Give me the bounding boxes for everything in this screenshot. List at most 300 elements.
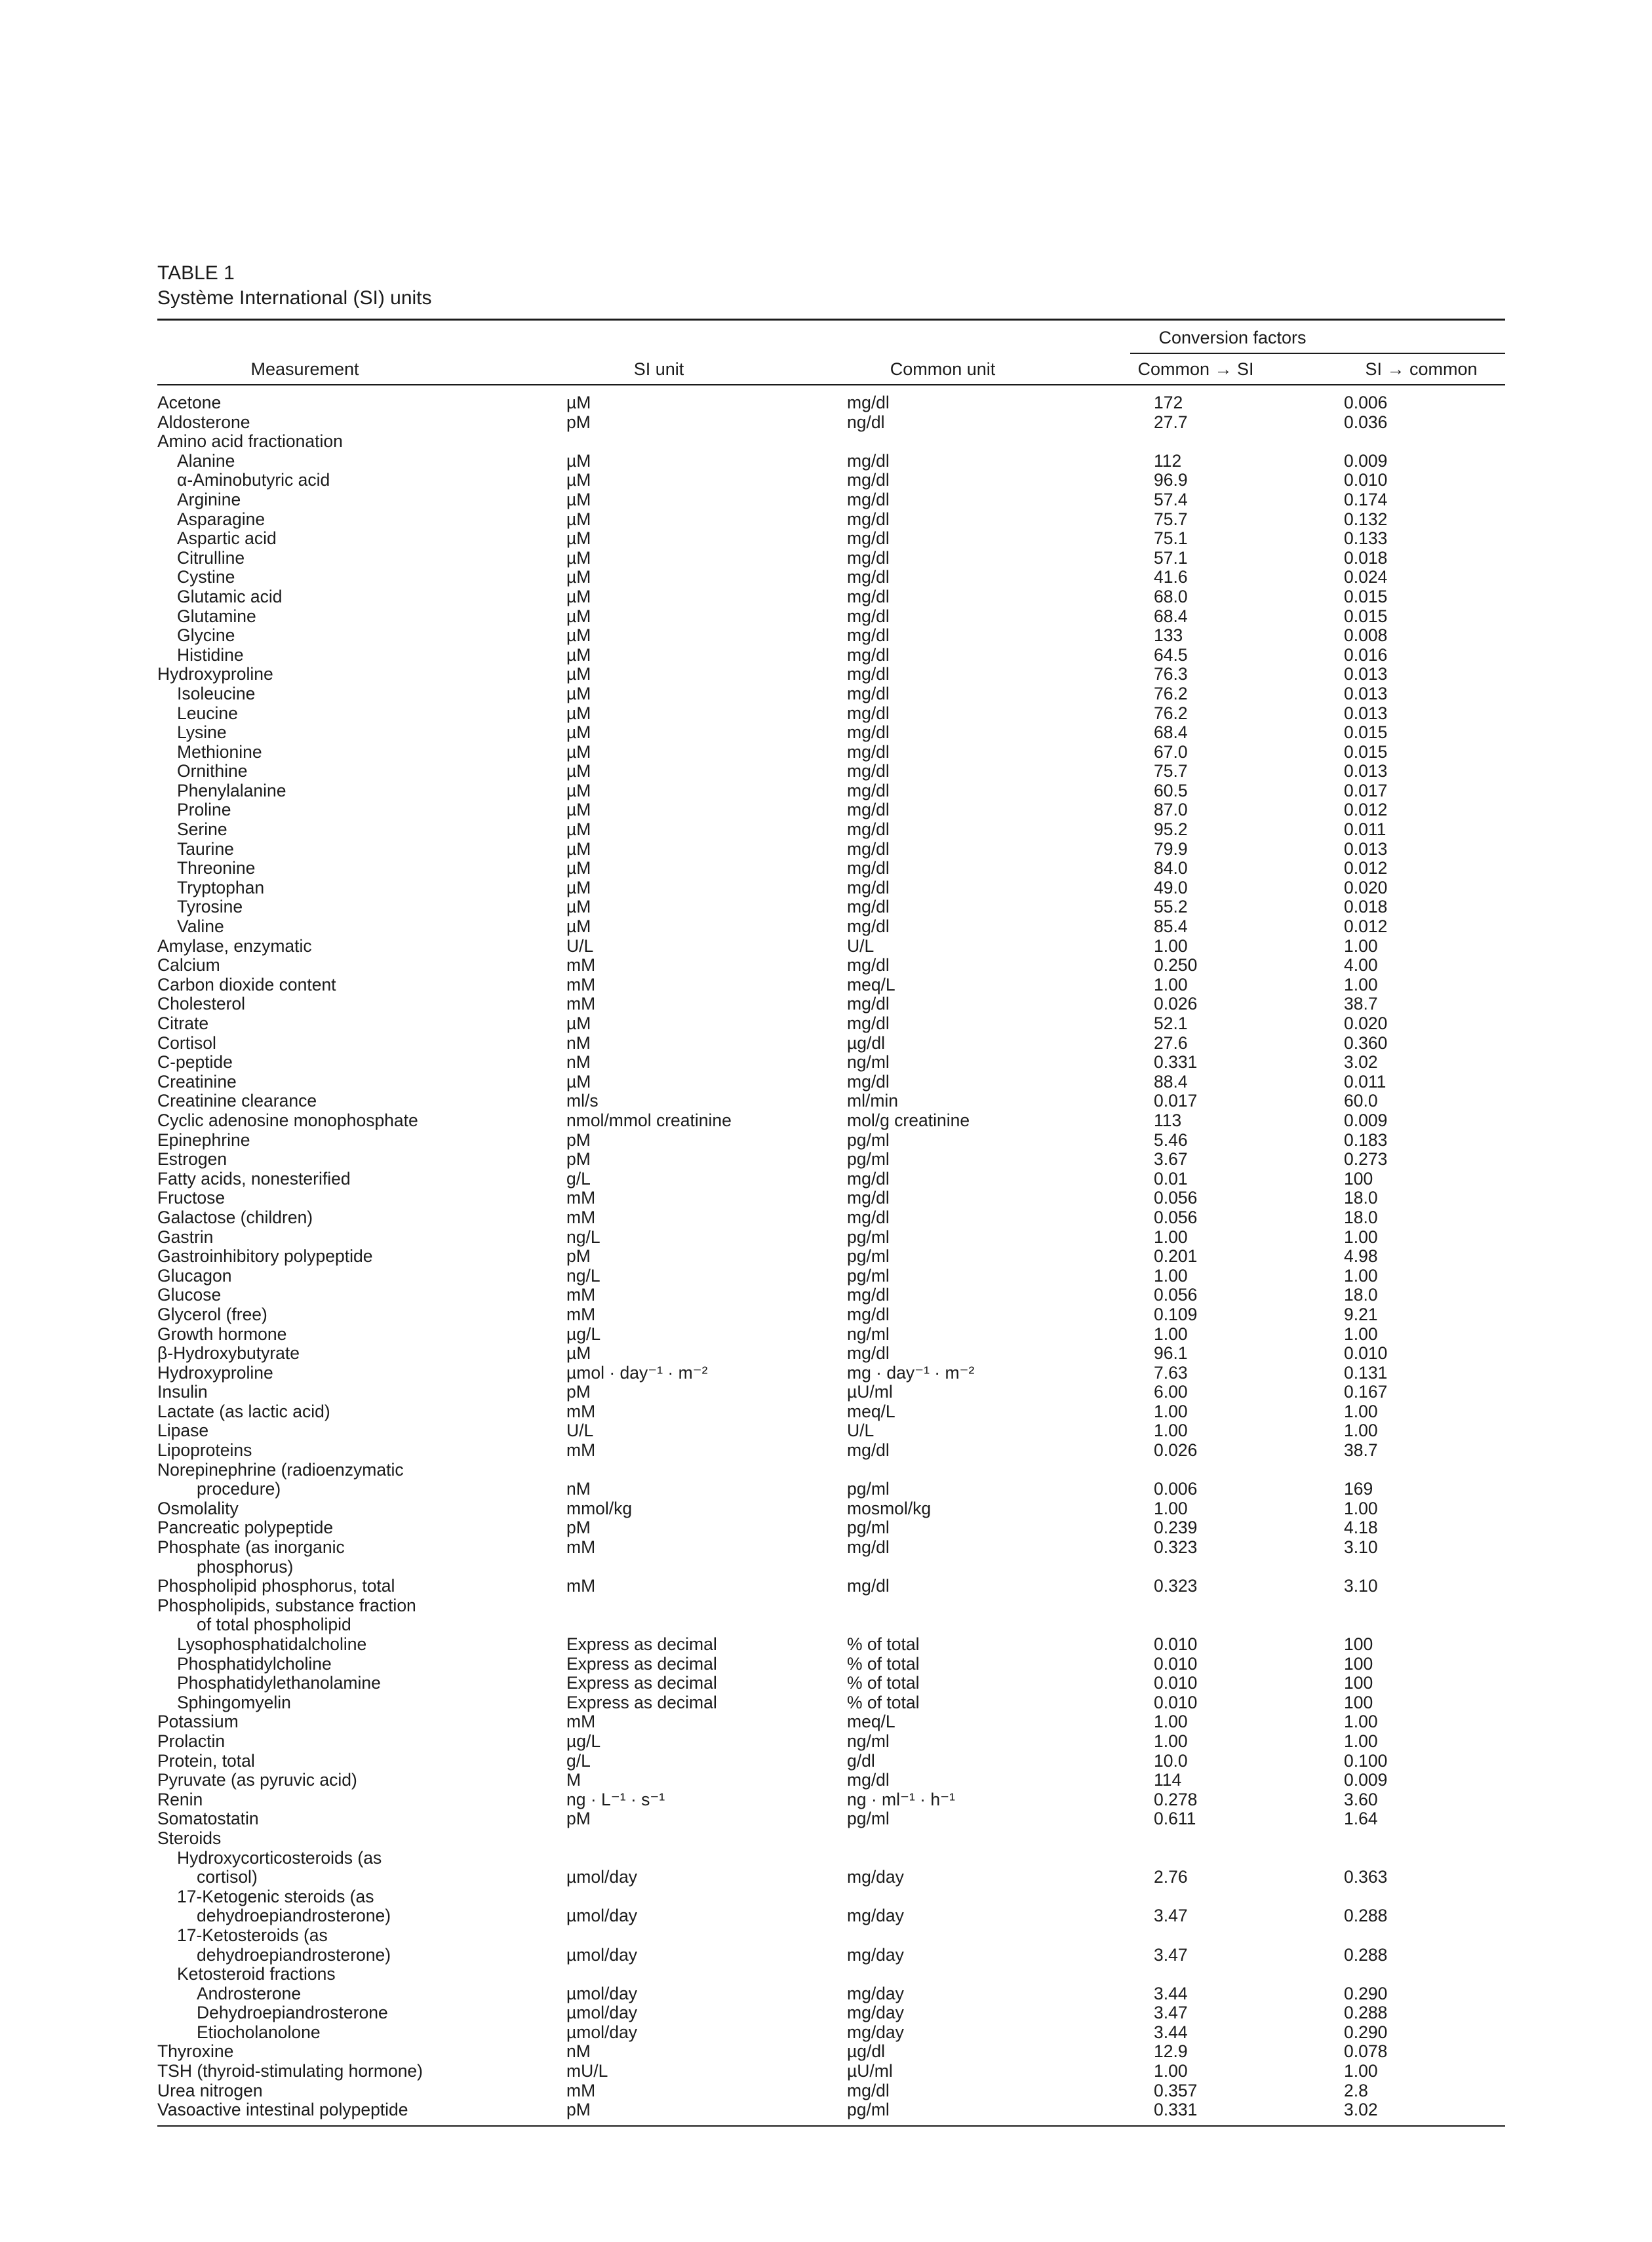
si-to-common-cell: 60.0 <box>1344 1091 1378 1111</box>
common-to-si-cell: 0.250 <box>1154 955 1198 975</box>
si-unit-cell: µmol/day <box>566 2003 638 2023</box>
common-unit-cell: U/L <box>847 1421 875 1441</box>
table-row <box>157 1984 1505 2004</box>
common-unit-cell: ml/min <box>847 1091 899 1111</box>
table-row <box>157 1053 1505 1072</box>
table-row <box>157 1926 1505 1946</box>
measurement-cell: Lipoproteins <box>157 1440 252 1461</box>
measurement-cell: Phosphatidylethanolamine <box>177 1673 381 1693</box>
si-to-common-cell: 3.10 <box>1344 1576 1378 1596</box>
common-unit-cell: mg/dl <box>847 955 890 975</box>
si-to-common-cell: 4.98 <box>1344 1246 1378 1267</box>
common-unit-cell: mg/dl <box>847 644 890 665</box>
si-unit-cell: µM <box>566 819 591 840</box>
table-row <box>157 413 1505 433</box>
si-to-common-cell: 0.018 <box>1344 897 1388 917</box>
si-unit-cell: µM <box>566 916 591 937</box>
common-unit-cell: mosmol/kg <box>847 1498 932 1518</box>
si-to-common-cell: 18.0 <box>1344 1207 1378 1227</box>
common-to-si-cell: 57.1 <box>1154 547 1188 568</box>
measurement-cell: Acetone <box>157 393 222 412</box>
si-unit-cell: mM <box>566 1576 596 1596</box>
common-to-si-cell: 0.010 <box>1154 1692 1198 1712</box>
table-row <box>157 897 1505 917</box>
measurement-cell: Tyrosine <box>177 897 243 917</box>
measurement-cell: Creatinine <box>157 1071 237 1092</box>
table-row <box>157 1034 1505 1053</box>
measurement-cell: Amino acid fractionation <box>157 431 343 452</box>
common-to-si-cell: 113 <box>1154 1110 1182 1130</box>
document-page <box>157 261 1505 2120</box>
si-to-common-cell: 0.017 <box>1344 780 1388 800</box>
common-to-si-cell: 1.00 <box>1154 1421 1188 1441</box>
table-row <box>157 917 1505 937</box>
si-to-common-cell: 3.10 <box>1344 1537 1378 1558</box>
table-row <box>157 471 1505 490</box>
si-to-common-cell: 0.036 <box>1344 412 1388 432</box>
common-unit-cell: meq/L <box>847 974 895 994</box>
table-row <box>157 994 1505 1014</box>
common-unit-cell: mg/dl <box>847 722 890 743</box>
measurement-cell: Aspartic acid <box>177 528 277 549</box>
si-to-common-cell: 100 <box>1344 1673 1373 1693</box>
common-unit-cell: pg/ml <box>847 1227 890 1247</box>
si-unit-cell: ng/L <box>566 1227 600 1247</box>
table-row <box>157 840 1505 859</box>
common-to-si-cell: 0.109 <box>1154 1304 1198 1324</box>
measurement-cell: Estrogen <box>157 1149 227 1170</box>
common-unit-cell: ng · ml⁻¹ · h⁻¹ <box>847 1789 955 1809</box>
common-to-si-cell: 0.201 <box>1154 1246 1198 1267</box>
common-unit-cell: mg/dl <box>847 470 890 490</box>
common-unit-cell: pg/ml <box>847 1246 890 1267</box>
common-unit-cell: pg/ml <box>847 1130 890 1150</box>
common-to-si-cell: 67.0 <box>1154 741 1188 762</box>
si-to-common-cell: 0.174 <box>1344 489 1388 509</box>
si-unit-cell: µM <box>566 606 591 626</box>
common-to-si-cell: 1.00 <box>1154 1265 1188 1286</box>
si-unit-cell: µM <box>566 858 591 878</box>
measurement-cell: Calcium <box>157 955 220 975</box>
common-unit-cell: mg/dl <box>847 703 890 723</box>
table-row <box>157 1906 1505 1926</box>
si-unit-cell: nM <box>566 1479 591 1499</box>
common-to-si-cell: 75.7 <box>1154 761 1188 781</box>
measurement-cell: Prolactin <box>157 1731 226 1751</box>
common-to-si-cell: 68.0 <box>1154 586 1188 606</box>
common-unit-cell: mg/dl <box>847 393 890 412</box>
si-unit-cell: pM <box>566 412 591 432</box>
si-to-common-cell: 4.00 <box>1344 955 1378 975</box>
table-row <box>157 1441 1505 1461</box>
common-unit-cell: pg/ml <box>847 2100 890 2120</box>
si-to-common-cell: 100 <box>1344 1168 1373 1189</box>
common-unit-cell: µU/ml <box>847 1382 893 1402</box>
measurement-cell: Phenylalanine <box>177 780 286 800</box>
common-to-si-cell: 0.010 <box>1154 1634 1198 1654</box>
table-row <box>157 1615 1505 1635</box>
common-to-si-cell: 0.331 <box>1154 2100 1198 2120</box>
table-row <box>157 549 1505 568</box>
common-unit-cell: mg/dl <box>847 489 890 509</box>
si-unit-cell: mM <box>566 1285 596 1305</box>
measurement-cell: Leucine <box>177 703 238 723</box>
measurement-cell: Fatty acids, nonesterified <box>157 1168 351 1189</box>
common-to-si-cell: 64.5 <box>1154 644 1188 665</box>
table-row <box>157 1712 1505 1732</box>
table-row <box>157 1014 1505 1034</box>
common-unit-cell: mg/dl <box>847 1770 890 1790</box>
si-to-common-cell: 169 <box>1344 1479 1373 1499</box>
common-unit-cell: % of total <box>847 1692 920 1712</box>
table-row <box>157 800 1505 820</box>
table-row <box>157 1809 1505 1829</box>
measurement-cell: dehydroepiandrosterone) <box>197 1944 391 1965</box>
common-unit-cell: mg/dl <box>847 547 890 568</box>
common-to-si-cell: 1.00 <box>1154 1712 1188 1732</box>
si-to-common-cell: 0.011 <box>1344 819 1386 840</box>
common-unit-cell: pg/ml <box>847 1265 890 1286</box>
measurement-cell: 17-Ketogenic steroids (as <box>177 1886 374 1906</box>
common-unit-cell: mg/dl <box>847 897 890 917</box>
table-row <box>157 859 1505 878</box>
si-to-common-cell: 1.00 <box>1344 1731 1378 1751</box>
bottom-rule <box>157 2125 1505 2127</box>
si-to-common-cell: 3.02 <box>1344 2100 1378 2120</box>
table-row <box>157 937 1505 956</box>
measurement-cell: Creatinine clearance <box>157 1091 317 1111</box>
si-to-common-cell: 100 <box>1344 1653 1373 1674</box>
table-row <box>157 1092 1505 1111</box>
si-to-common-cell: 0.131 <box>1344 1362 1388 1383</box>
table-row <box>157 1577 1505 1596</box>
measurement-cell: Amylase, enzymatic <box>157 935 312 956</box>
measurement-cell: Citrulline <box>177 547 245 568</box>
conversion-factors-header: Conversion factors <box>1158 328 1307 347</box>
measurement-cell: Protein, total <box>157 1750 255 1771</box>
table-row <box>157 1693 1505 1713</box>
si-unit-cell: µmol/day <box>566 2022 638 2042</box>
si-unit-cell: µM <box>566 644 591 665</box>
si-unit-cell: µM <box>566 683 591 703</box>
common-unit-cell: % of total <box>847 1673 920 1693</box>
common-unit-cell: ng/ml <box>847 1731 890 1751</box>
si-unit-cell: µM <box>566 1343 591 1364</box>
measurement-cell: procedure) <box>197 1479 281 1499</box>
table-row <box>157 1111 1505 1131</box>
measurement-cell: Steroids <box>157 1828 222 1848</box>
si-unit-cell: µM <box>566 1071 591 1092</box>
table-row <box>157 1829 1505 1849</box>
common-to-si-cell: 133 <box>1154 625 1183 646</box>
table-caption: Système International (SI) units <box>157 287 432 309</box>
si-unit-cell: µM <box>566 800 591 820</box>
common-to-si-cell: 87.0 <box>1154 800 1188 820</box>
common-to-si-cell: 0.239 <box>1154 1518 1198 1538</box>
common-unit-cell: g/dl <box>847 1750 875 1771</box>
common-unit-cell: mg/dl <box>847 800 890 820</box>
si-unit-cell: Express as decimal <box>566 1692 717 1712</box>
si-to-common-cell: 0.020 <box>1344 877 1388 897</box>
common-unit-cell: mg/day <box>847 2022 904 2042</box>
common-to-si-cell: 7.63 <box>1154 1362 1188 1383</box>
si-unit-cell: M <box>566 1770 581 1790</box>
common-to-si-cell: 95.2 <box>1154 819 1188 840</box>
common-unit-cell: mg/dl <box>847 1013 890 1033</box>
measurement-cell: Osmolality <box>157 1498 239 1518</box>
common-to-si-cell: 0.010 <box>1154 1673 1198 1693</box>
common-to-si-cell: 1.00 <box>1154 1401 1188 1421</box>
common-to-si-cell: 68.4 <box>1154 606 1188 626</box>
measurement-cell: Fructose <box>157 1188 226 1208</box>
common-to-si-cell: 1.00 <box>1154 1227 1188 1247</box>
si-unit-cell: µM <box>566 567 591 587</box>
si-unit-cell: pM <box>566 1809 591 1829</box>
measurement-cell: Cyclic adenosine monophosphate <box>157 1110 418 1130</box>
common-to-si-cell: 0.611 <box>1154 1809 1196 1829</box>
common-unit-cell: ng/dl <box>847 412 885 432</box>
table-row <box>157 975 1505 995</box>
si-to-common-cell: 0.020 <box>1344 1013 1388 1033</box>
si-unit-cell: mM <box>566 994 596 1014</box>
table-row <box>157 1402 1505 1422</box>
si-to-common-cell: 4.18 <box>1344 1518 1378 1538</box>
top-rule <box>157 319 1505 321</box>
table-row <box>157 1461 1505 1480</box>
common-to-si-cell: 0.026 <box>1154 994 1198 1014</box>
measurement-cell: Lactate (as lactic acid) <box>157 1401 330 1421</box>
measurement-cell: Aldosterone <box>157 412 250 432</box>
si-to-common-cell: 0.363 <box>1344 1867 1388 1887</box>
si-unit-cell: µM <box>566 625 591 646</box>
table-row <box>157 1868 1505 1887</box>
si-to-common-cell: 0.010 <box>1344 1343 1388 1364</box>
table-row <box>157 2042 1505 2062</box>
si-to-common-cell: 0.011 <box>1344 1071 1386 1092</box>
si-unit-cell: mmol/kg <box>566 1498 633 1518</box>
table-row <box>157 704 1505 724</box>
measurement-cell: Gastroinhibitory polypeptide <box>157 1246 373 1267</box>
si-unit-cell: µM <box>566 780 591 800</box>
measurement-cell: Glucagon <box>157 1265 232 1286</box>
common-unit-cell: mg/dl <box>847 741 890 762</box>
common-to-si-cell: 3.44 <box>1154 2022 1188 2042</box>
common-unit-cell: µg/dl <box>847 2041 885 2062</box>
measurement-cell: 17-Ketosteroids (as <box>177 1925 328 1945</box>
measurement-cell: Gastrin <box>157 1227 214 1247</box>
measurement-cell: Proline <box>177 800 231 820</box>
measurement-cell: β-Hydroxybutyrate <box>157 1343 300 1364</box>
measurement-cell: Ketosteroid fractions <box>177 1964 336 1984</box>
header-common-to-si: Common → SI <box>1137 359 1254 379</box>
measurement-cell: Isoleucine <box>177 683 256 703</box>
table-row <box>157 1344 1505 1364</box>
common-unit-cell: mg/dl <box>847 664 890 684</box>
common-unit-cell: µU/ml <box>847 2061 893 2081</box>
common-unit-cell: mg/day <box>847 1944 904 1965</box>
table-row <box>157 1131 1505 1150</box>
common-unit-cell: mg/dl <box>847 858 890 878</box>
common-to-si-cell: 96.9 <box>1154 470 1188 490</box>
si-to-common-cell: 0.009 <box>1344 450 1388 471</box>
table-row <box>157 529 1505 549</box>
table-row <box>157 1887 1505 1907</box>
si-unit-cell: µM <box>566 586 591 606</box>
measurement-cell: Histidine <box>177 644 244 665</box>
si-unit-cell: U/L <box>566 1421 594 1441</box>
common-to-si-cell: 3.47 <box>1154 1944 1188 1965</box>
measurement-cell: Ornithine <box>177 761 248 781</box>
table-row <box>157 1072 1505 1092</box>
si-to-common-cell: 0.288 <box>1344 2003 1388 2023</box>
common-to-si-cell: 0.278 <box>1154 1789 1198 1809</box>
common-unit-cell: mg/dl <box>847 1576 890 1596</box>
common-unit-cell: mg/dl <box>847 916 890 937</box>
common-unit-cell: mg/dl <box>847 1285 890 1305</box>
si-to-common-cell: 1.00 <box>1344 1421 1378 1441</box>
table-row <box>157 665 1505 684</box>
common-unit-cell: mg/dl <box>847 586 890 606</box>
si-unit-cell: µmol/day <box>566 1867 638 1887</box>
measurement-cell: Growth hormone <box>157 1324 287 1344</box>
common-unit-cell: mg/dl <box>847 1304 890 1324</box>
si-unit-cell: µM <box>566 393 591 412</box>
si-to-common-cell: 0.013 <box>1344 761 1388 781</box>
si-unit-cell: µM <box>566 741 591 762</box>
si-unit-cell: µM <box>566 703 591 723</box>
common-to-si-cell: 1.00 <box>1154 1498 1188 1518</box>
measurement-cell: of total phospholipid <box>197 1615 351 1635</box>
table-row <box>157 1170 1505 1189</box>
common-unit-cell: mg/dl <box>847 1440 890 1461</box>
measurement-cell: Renin <box>157 1789 203 1809</box>
common-to-si-cell: 0.006 <box>1154 1479 1198 1499</box>
measurement-cell: Tryptophan <box>177 877 265 897</box>
si-to-common-cell: 0.360 <box>1344 1032 1388 1053</box>
measurement-cell: phosphorus) <box>197 1556 294 1577</box>
table-row <box>157 723 1505 743</box>
si-unit-cell: mM <box>566 1537 596 1558</box>
measurement-cell: Norepinephrine (radioenzymatic <box>157 1459 404 1480</box>
measurement-cell: dehydroepiandrosterone) <box>197 1906 391 1926</box>
si-unit-cell: g/L <box>566 1168 591 1189</box>
si-to-common-cell: 1.00 <box>1344 1712 1378 1732</box>
measurement-cell: Glutamic acid <box>177 586 283 606</box>
common-unit-cell: mg/dl <box>847 606 890 626</box>
si-unit-cell: µM <box>566 509 591 529</box>
common-to-si-cell: 52.1 <box>1154 1013 1188 1033</box>
si-unit-cell: nM <box>566 1032 591 1053</box>
common-unit-cell: mg/day <box>847 2003 904 2023</box>
measurement-cell: Lysophosphatidalcholine <box>177 1634 367 1654</box>
table-row <box>157 1965 1505 1984</box>
table-row <box>157 1267 1505 1286</box>
measurement-cell: Cortisol <box>157 1032 216 1053</box>
si-to-common-cell: 0.078 <box>1344 2041 1388 2062</box>
si-unit-cell: µM <box>566 528 591 549</box>
measurement-cell: Dehydroepiandrosterone <box>197 2003 388 2023</box>
common-to-si-cell: 1.00 <box>1154 974 1188 994</box>
common-unit-cell: mg/day <box>847 1867 904 1887</box>
common-to-si-cell: 0.026 <box>1154 1440 1198 1461</box>
si-to-common-cell: 3.02 <box>1344 1052 1378 1072</box>
table-row <box>157 510 1505 530</box>
si-to-common-cell: 0.018 <box>1344 547 1388 568</box>
si-to-common-cell: 0.133 <box>1344 528 1388 549</box>
si-to-common-cell: 18.0 <box>1344 1188 1378 1208</box>
si-to-common-cell: 3.60 <box>1344 1789 1378 1809</box>
common-to-si-cell: 3.44 <box>1154 1983 1188 2003</box>
common-to-si-cell: 75.7 <box>1154 509 1188 529</box>
common-unit-cell: mg/dl <box>847 1168 890 1189</box>
common-unit-cell: U/L <box>847 935 875 956</box>
table-row <box>157 2003 1505 2023</box>
measurement-cell: Hydroxycorticosteroids (as <box>177 1847 382 1868</box>
common-to-si-cell: 10.0 <box>1154 1750 1188 1771</box>
si-to-common-cell: 0.015 <box>1344 741 1388 762</box>
common-unit-cell: mg · day⁻¹ · m⁻² <box>847 1362 975 1383</box>
common-unit-cell: mg/dl <box>847 1071 890 1092</box>
table-row <box>157 1771 1505 1790</box>
si-to-common-cell: 1.00 <box>1344 1401 1378 1421</box>
si-unit-cell: mM <box>566 1440 596 1461</box>
common-to-si-cell: 41.6 <box>1154 567 1188 587</box>
si-to-common-cell: 0.006 <box>1344 393 1388 412</box>
si-unit-cell: ng/L <box>566 1265 600 1286</box>
common-to-si-cell: 0.056 <box>1154 1207 1198 1227</box>
si-to-common-cell: 1.00 <box>1344 974 1378 994</box>
table-row <box>157 1364 1505 1383</box>
common-unit-cell: mg/dl <box>847 1343 890 1364</box>
measurement-cell: Threonine <box>177 858 256 878</box>
table-row <box>157 607 1505 627</box>
table-row <box>157 1480 1505 1499</box>
common-to-si-cell: 68.4 <box>1154 722 1188 743</box>
si-to-common-cell: 0.167 <box>1344 1382 1388 1402</box>
si-unit-cell: µM <box>566 722 591 743</box>
si-unit-cell: µg/L <box>566 1324 601 1344</box>
table-row <box>157 1790 1505 1810</box>
common-to-si-cell: 76.3 <box>1154 664 1188 684</box>
common-to-si-cell: 0.010 <box>1154 1653 1198 1674</box>
si-to-common-cell: 38.7 <box>1344 994 1378 1014</box>
table-row <box>157 1518 1505 1538</box>
common-to-si-cell: 5.46 <box>1154 1130 1188 1150</box>
measurement-cell: Epinephrine <box>157 1130 250 1150</box>
measurement-cell: Glycine <box>177 625 235 646</box>
common-unit-cell: mg/dl <box>847 528 890 549</box>
si-unit-cell: µmol/day <box>566 1944 638 1965</box>
measurement-cell: Alanine <box>177 450 235 471</box>
table-row <box>157 646 1505 665</box>
common-unit-cell: pg/ml <box>847 1149 890 1170</box>
table-row <box>157 1596 1505 1616</box>
table-row <box>157 1538 1505 1558</box>
si-to-common-cell: 0.012 <box>1344 916 1388 937</box>
common-to-si-cell: 6.00 <box>1154 1382 1188 1402</box>
table-row <box>157 1499 1505 1519</box>
si-to-common-cell: 1.64 <box>1344 1809 1378 1829</box>
measurement-cell: Cystine <box>177 567 235 587</box>
measurement-cell: Pancreatic polypeptide <box>157 1518 334 1538</box>
si-unit-cell: nmol/mmol creatinine <box>566 1110 732 1130</box>
measurement-cell: Androsterone <box>197 1983 302 2003</box>
header-si-to-common: SI → common <box>1365 359 1478 379</box>
common-unit-cell: ng/ml <box>847 1052 890 1072</box>
si-unit-cell: pM <box>566 1246 591 1267</box>
si-unit-cell: ng · L⁻¹ · s⁻¹ <box>566 1789 665 1809</box>
si-unit-cell: nM <box>566 2041 591 2062</box>
